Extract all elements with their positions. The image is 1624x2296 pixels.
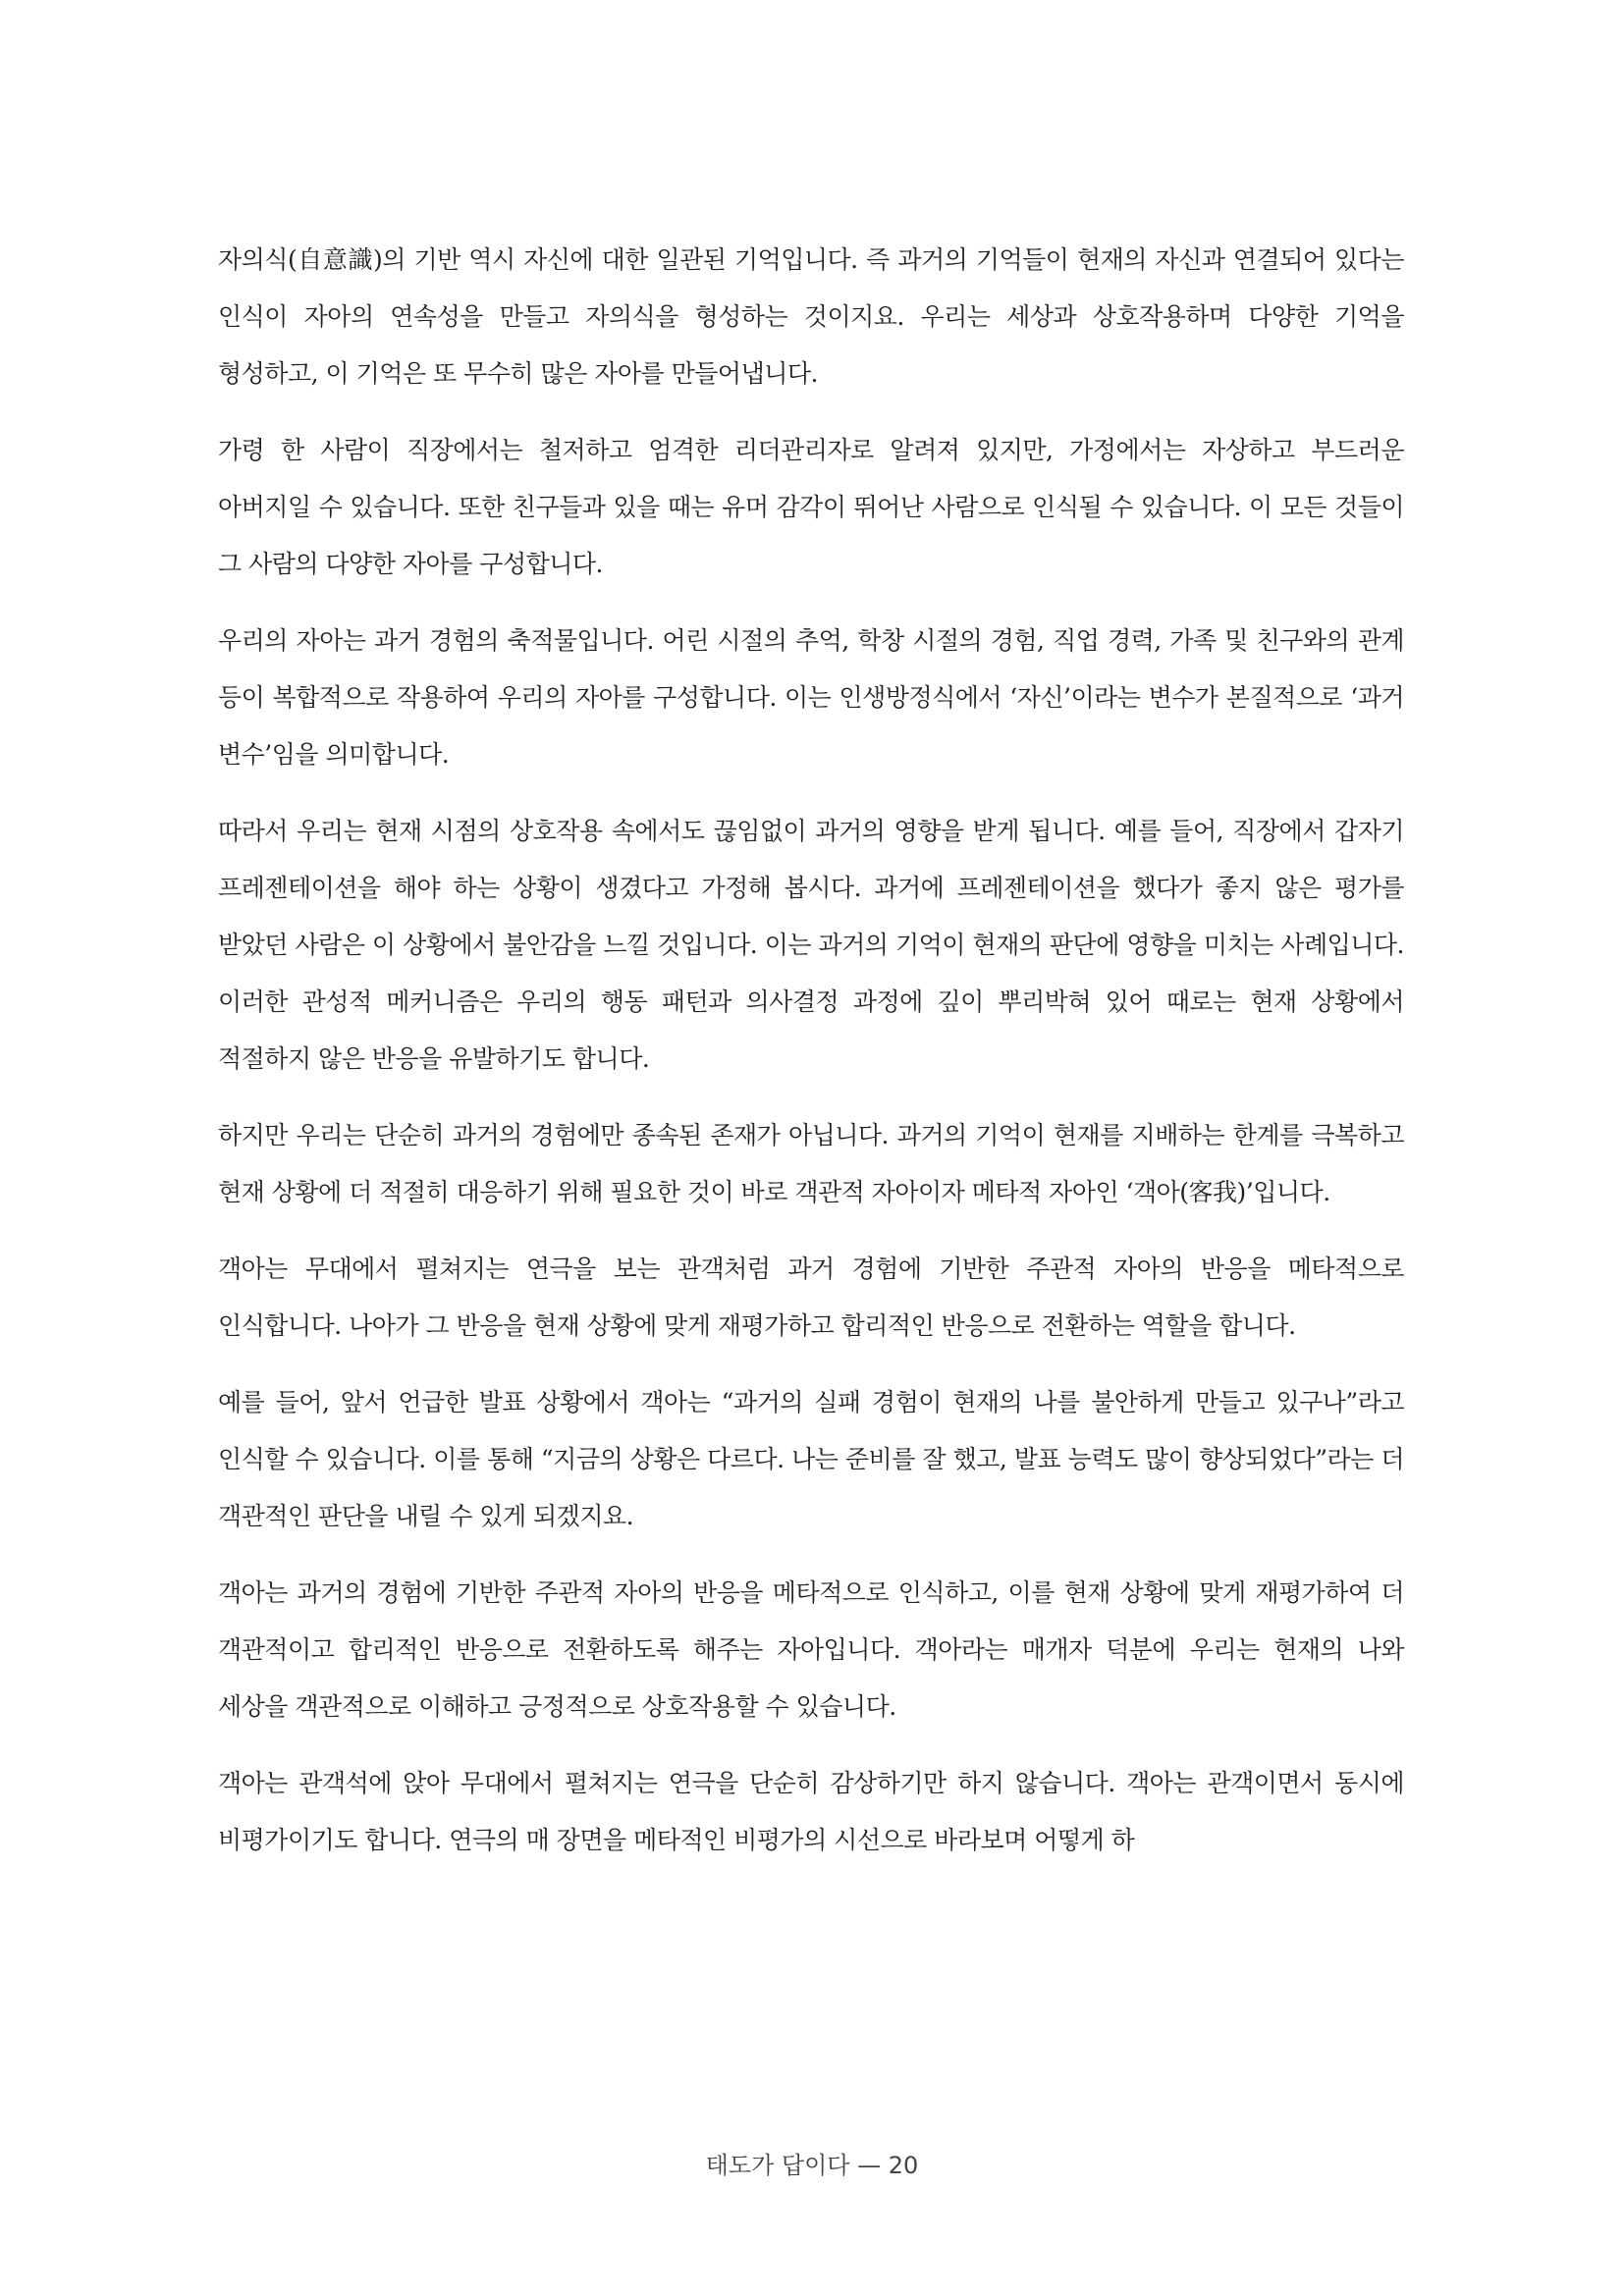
paragraph-4: 따라서 우리는 현재 시점의 상호작용 속에서도 끊임없이 과거의 영향을 받게 됩니다. 예를 들어, 직장에서 갑자기 프레젠테이션을 해야 하는 상황이 생겼다고 가정해 봅시다. 과거에 프레젠테이션을 했다가 좋지 않은 평가를 받았던 사람은 이 상황에서 불안감을 느낄 것입니다. 이는 과거의 기억이 현재의 판단에 영향을 미치는 사례입니다. 이러한 관성적 메커니즘은 우리의 행동 패턴과 의사결정 과정에 깊이 뿌리박혀 있어 때로는 현재 상황에서 적절하지 않은 반응을 유발하기도 합니다. bbox=[218, 817, 1404, 1073]
paragraph-3: 우리의 자아는 과거 경험의 축적물입니다. 어린 시절의 추억, 학창 시절의 경험, 직업 경력, 가족 및 친구와의 관계 등이 복합적으로 작용하여 우리의 자아를 구성합니다. 이는 인생방정식에서 ‘자신’이라는 변수가 본질적으로 ‘과거 변수’임을 의미합니다. bbox=[218, 626, 1404, 769]
paragraph-5: 하지만 우리는 단순히 과거의 경험에만 종속된 존재가 아닙니다. 과거의 기억이 현재를 지배하는 한계를 극복하고 현재 상황에 더 적절히 대응하기 위해 필요한 것이 바로 객관적 자아이자 메타적 자아인 ‘객아(客我)’입니다. bbox=[218, 1121, 1404, 1206]
paragraph-6: 객아는 무대에서 펼쳐지는 연극을 보는 관객처럼 과거 경험에 기반한 주관적 자아의 반응을 메타적으로 인식합니다. 나아가 그 반응을 현재 상황에 맞게 재평가하고 합리적인 반응으로 전환하는 역할을 합니다. bbox=[218, 1255, 1404, 1340]
page-footer: 태도가 답이다 — 20 bbox=[705, 2152, 919, 2179]
paragraph-2: 가령 한 사람이 직장에서는 철저하고 엄격한 리더관리자로 알려져 있지만, 가정에서는 자상하고 부드러운 아버지일 수 있습니다. 또한 친구들과 있을 때는 유머 감각이 뛰어난 사람으로 인식될 수 있습니다. 이 모든 것들이 그 사람의 다양한 자아를 구성합니다. bbox=[218, 436, 1404, 578]
paragraph-7: 예를 들어, 앞서 언급한 발표 상황에서 객아는 “과거의 실패 경험이 현재의 나를 불안하게 만들고 있구나”라고 인식할 수 있습니다. 이를 통해 “지금의 상황은 다르다. 나는 준비를 잘 했고, 발표 능력도 많이 향상되었다”라는 더 객관적인 판단을 내릴 수 있게 되겠지요. bbox=[218, 1388, 1404, 1530]
body-text bbox=[218, 232, 1404, 1889]
paragraph-8: 객아는 과거의 경험에 기반한 주관적 자아의 반응을 메타적으로 인식하고, 이를 현재 상황에 맞게 재평가하여 더 객관적이고 합리적인 반응으로 전환하도록 해주는 자아입니다. 객아라는 매개자 덕분에 우리는 현재의 나와 세상을 객관적으로 이해하고 긍정적으로 상호작용할 수 있습니다. bbox=[218, 1578, 1404, 1721]
paragraph-1: 자의식(自意識)의 기반 역시 자신에 대한 일관된 기억입니다. 즉 과거의 기억들이 현재의 자신과 연결되어 있다는 인식이 자아의 연속성을 만들고 자의식을 형성하는 것이지요. 우리는 세상과 상호작용하며 다양한 기억을 형성하고, 이 기억은 또 무수히 많은 자아를 만들어냅니다. bbox=[218, 245, 1404, 388]
paragraph-9: 객아는 관객석에 앉아 무대에서 펼쳐지는 연극을 단순히 감상하기만 하지 않습니다. 객아는 관객이면서 동시에 비평가이기도 합니다. 연극의 매 장면을 메타적인 비평가의 시선으로 바라보며 어떻게 하 bbox=[218, 1769, 1404, 1854]
